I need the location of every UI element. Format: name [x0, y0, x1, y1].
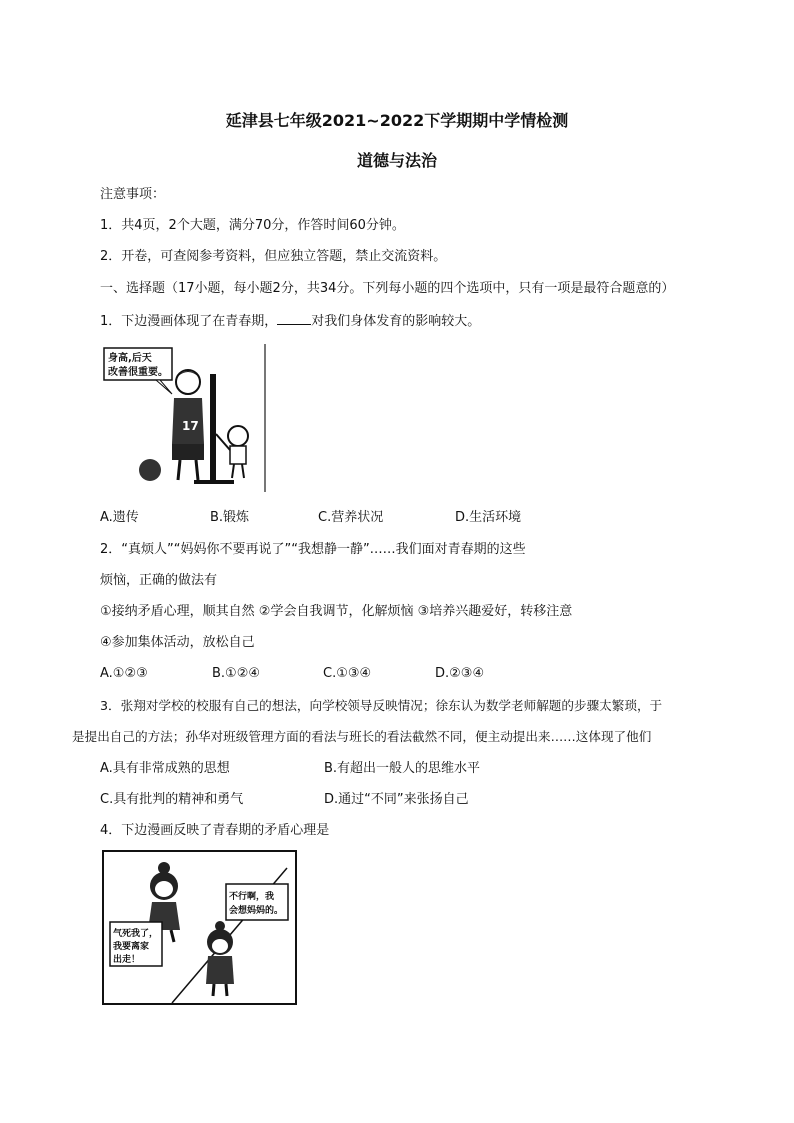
angry-girl-hair-bun — [158, 862, 170, 874]
bubble-tail — [156, 380, 172, 394]
question-3-option-a[interactable]: A.具有非常成熟的思想 — [100, 761, 230, 776]
question-1-stem-before: 1．下边漫画体现了在青春期， — [100, 314, 278, 329]
player-head — [176, 370, 200, 394]
player-leg-right — [196, 460, 198, 480]
exam-title: 延津县七年级2021~2022下学期期中学情检测 — [225, 111, 569, 130]
kid-leg-left — [232, 464, 234, 478]
left-bubble-text-2: 我要离家 — [113, 942, 150, 952]
cartoon-frame-edge — [264, 344, 266, 492]
question-1-option-a[interactable]: A.遗传 — [100, 510, 139, 525]
measuring-pole — [210, 374, 216, 482]
contradiction-cartoon — [102, 850, 298, 1006]
player-leg-left — [178, 460, 180, 480]
angry-girl-face — [155, 881, 173, 897]
question-2-stem-1: 2．“真烦人”“妈妈你不要再说了”“我想静一静”……我们面对青春期的这些 — [100, 542, 526, 557]
jersey-number: 17 — [182, 419, 199, 433]
question-2-statements-1: ①接纳矛盾心理，顺其自然 ②学会自我调节，化解烦恼 ③培养兴趣爱好，转移注意 — [100, 604, 573, 619]
section-heading: 一、选择题（17小题，每小题2分，共34分。下列每小题的四个选项中，只有一项是最符合题意的） — [100, 281, 675, 296]
left-bubble-text-3: 出走！ — [113, 955, 141, 965]
bubble-text-2: 改善很重要。 — [108, 367, 168, 378]
question-2-option-b[interactable]: B.①②④ — [212, 666, 261, 681]
kid-head — [228, 426, 248, 446]
question-3-stem-2: 是提出自己的方法；孙华对班级管理方面的看法与班长的看法截然不同，便主动提出来……这体现了他们 — [72, 729, 652, 744]
sad-girl-hair-bun — [215, 921, 225, 931]
question-1-option-c[interactable]: C.营养状况 — [318, 510, 384, 525]
question-1-stem — [100, 312, 480, 331]
question-2-option-c[interactable]: C.①③④ — [323, 666, 372, 681]
question-2-option-d[interactable]: D.②③④ — [435, 666, 485, 681]
question-3-stem-1: 3．张翔对学校的校服有自己的想法，向学校领导反映情况；徐东认为数学老师解题的步骤太繁琐，于 — [100, 698, 663, 713]
kid-leg-right — [242, 464, 244, 478]
question-4-stem: 4．下边漫画反映了青春期的矛盾心理是 — [100, 823, 330, 838]
right-bubble-text-1: 不行啊，我 — [229, 892, 275, 902]
notes-heading: 注意事项： — [100, 187, 166, 202]
question-3-option-d[interactable]: D.通过“不同”来张扬自己 — [324, 792, 469, 807]
sad-girl-face — [212, 939, 228, 953]
right-bubble-text-2: 会想妈妈的。 — [229, 906, 284, 916]
pole-base — [194, 480, 234, 484]
height-cartoon — [100, 344, 270, 492]
question-2-stem-2: 烦恼，正确的做法有 — [100, 573, 218, 588]
question-1-stem-after: 对我们身体发育的影响较大。 — [311, 314, 481, 329]
exam-subject: 道德与法治 — [356, 151, 437, 170]
player-shorts — [172, 444, 204, 460]
question-1-option-d[interactable]: D.生活环境 — [455, 510, 522, 525]
basketball — [139, 459, 161, 481]
question-2-option-a[interactable]: A.①②③ — [100, 666, 148, 681]
kid-body — [230, 446, 246, 464]
answer-blank — [277, 312, 311, 325]
question-3-option-c[interactable]: C.具有批判的精神和勇气 — [100, 792, 244, 807]
question-2-statements-2: ④参加集体活动，放松自己 — [100, 635, 255, 650]
question-1-option-b[interactable]: B.锻炼 — [210, 510, 250, 525]
notes-item-2: 2．开卷，可查阅参考资料，但应独立答题，禁止交流资料。 — [100, 249, 447, 264]
sad-girl-body — [206, 956, 234, 984]
sad-girl-leg-right — [226, 984, 227, 996]
sad-girl-leg-left — [213, 984, 214, 996]
bubble-text-1: 身高,后天 — [108, 353, 152, 364]
question-3-option-b[interactable]: B.有超出一般人的思维水平 — [324, 761, 481, 776]
left-bubble-text-1: 气死我了， — [113, 929, 159, 939]
notes-item-1: 1．共4页，2个大题，满分70分，作答时间60分钟。 — [100, 218, 405, 233]
